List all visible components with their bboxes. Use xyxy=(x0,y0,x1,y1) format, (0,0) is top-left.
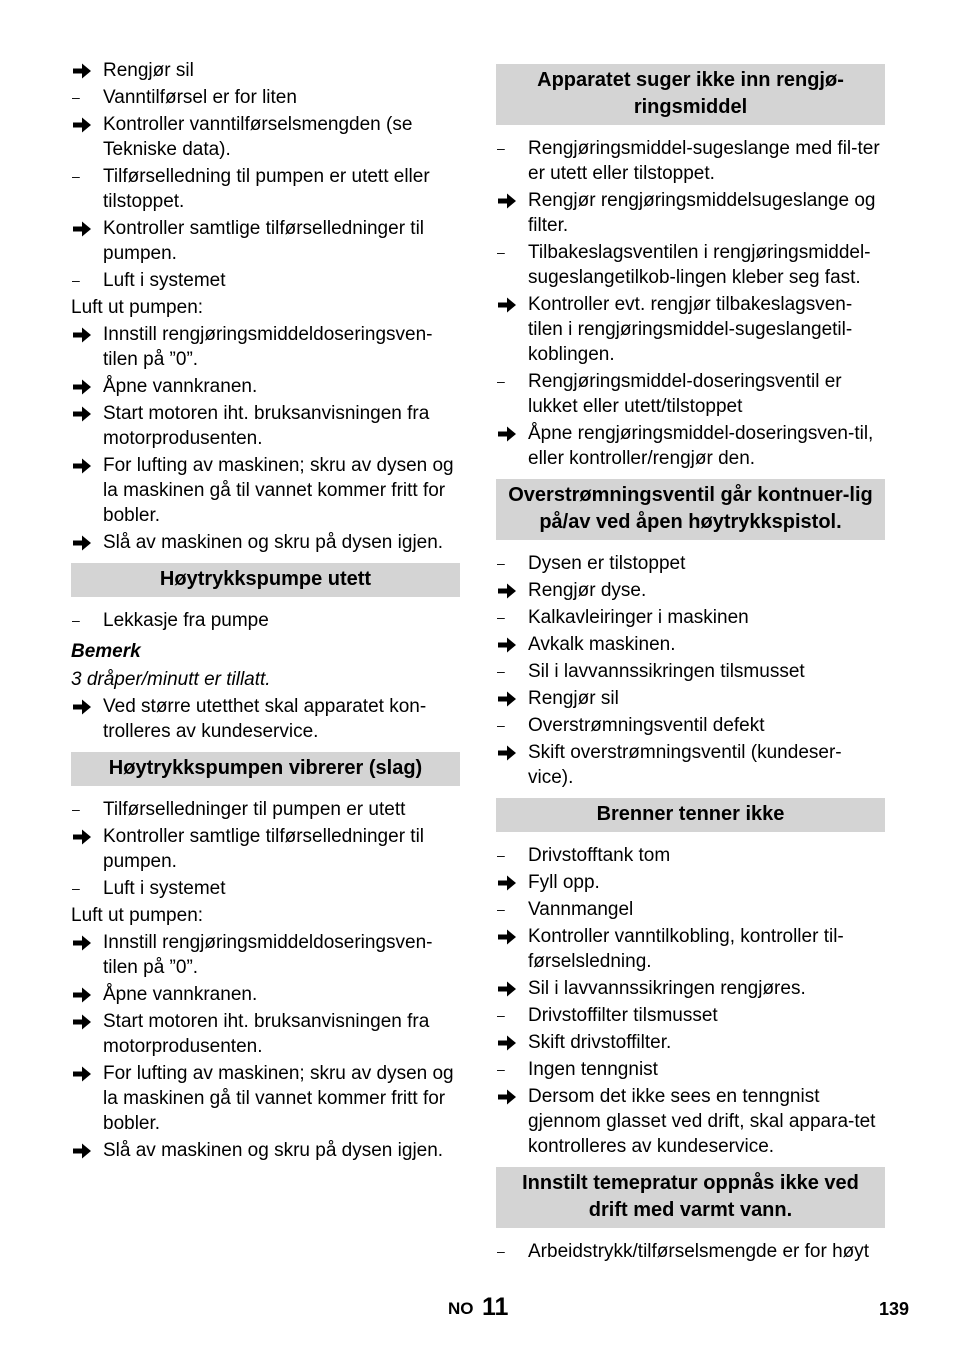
section-heading: Overstrømningsventil går kontnuer-lig på/av ved åpen høytrykkspistol. xyxy=(496,479,885,540)
item-text: Skift drivstoffilter. xyxy=(528,1032,672,1053)
item-text: Slå av maskinen og skru på dysen igjen. xyxy=(103,532,444,553)
item-text: Ved større utetthet skal apparatet kon-trolleres av kundeservice. xyxy=(103,696,427,742)
item-text: Overstrømningsventil defekt xyxy=(528,715,765,736)
item-text: Tilførselledning til pumpen er utett eller tilstoppet. xyxy=(103,166,430,212)
cause-item xyxy=(71,608,460,633)
dash-bullet-icon: – xyxy=(497,373,505,389)
dash-bullet-icon: – xyxy=(497,244,505,260)
action-item xyxy=(71,824,460,874)
dash-bullet-icon: – xyxy=(497,1061,505,1077)
item-text: Start motoren iht. bruksanvisningen fra motorprodusenten. xyxy=(103,403,430,449)
action-item xyxy=(71,453,460,528)
dash-bullet-icon: – xyxy=(72,89,80,105)
cause-item xyxy=(496,369,885,419)
item-text: Åpne vannkranen. xyxy=(103,376,258,397)
dash-bullet-icon: – xyxy=(497,1007,505,1023)
cause-item xyxy=(496,1239,885,1264)
item-text: Vannmangel xyxy=(528,899,634,920)
left-column xyxy=(71,58,460,1165)
dash-bullet-icon: – xyxy=(72,272,80,288)
action-item xyxy=(71,1061,460,1136)
action-item xyxy=(496,578,885,603)
footer-language: NO xyxy=(448,1299,474,1318)
action-item xyxy=(71,58,460,83)
item-text: Rengjøringsmiddel-sugeslange med fil-ter er utett eller tilstoppet. xyxy=(528,138,880,184)
item-text: Rengjør sil xyxy=(528,688,619,709)
action-item xyxy=(496,421,885,471)
section-heading: Høytrykkspumpen vibrerer (slag) xyxy=(71,752,460,786)
item-text: Kontroller samtlige tilførselledninger til pumpen. xyxy=(103,218,425,264)
item-text: For lufting av maskinen; skru av dysen og la maskinen gå til vannet kommer fritt for bobler. xyxy=(103,1063,454,1134)
item-text: Fyll opp. xyxy=(528,872,600,893)
section-heading: Høytrykkspumpe utett xyxy=(71,563,460,597)
footer-page-number: 139 xyxy=(879,1299,910,1319)
action-item xyxy=(71,982,460,1007)
dash-bullet-icon: – xyxy=(497,1243,505,1259)
item-text: Ingen tenngnist xyxy=(528,1059,658,1080)
body-text: Luft ut pumpen: xyxy=(71,905,204,926)
action-item xyxy=(496,632,885,657)
item-text: Kalkavleiringer i maskinen xyxy=(528,607,749,628)
note-text: 3 dråper/minutt er tillatt. xyxy=(71,669,271,690)
action-item xyxy=(71,1009,460,1059)
item-text: Luft i systemet xyxy=(103,878,226,899)
item-text: Start motoren iht. bruksanvisningen fra motorprodusenten. xyxy=(103,1011,430,1057)
item-text: Kontroller evt. rengjør tilbakeslagsven-tilen i rengjøringsmiddel-sugeslangetil-koblingen. xyxy=(528,294,853,365)
section-heading: Apparatet suger ikke inn rengjø-ringsmiddel xyxy=(496,64,885,125)
item-text: Tilbakeslagsventilen i rengjøringsmiddel-sugeslangetilkob-lingen kleber seg fast. xyxy=(528,242,871,288)
action-item xyxy=(496,686,885,711)
footer-section-page: 11 xyxy=(482,1293,509,1321)
item-text: Skift overstrømningsventil (kundeser-vice). xyxy=(528,742,842,788)
dash-bullet-icon: – xyxy=(497,717,505,733)
action-item xyxy=(496,976,885,1001)
item-text: Kontroller vanntilførselsmengden (se Tekniske data). xyxy=(103,114,413,160)
dash-bullet-icon: – xyxy=(72,880,80,896)
cause-item xyxy=(496,551,885,576)
item-text: Vanntilførsel er for liten xyxy=(103,87,297,108)
dash-bullet-icon: – xyxy=(497,901,505,917)
item-text: Rengjør rengjøringsmiddelsugeslange og filter. xyxy=(528,190,876,236)
action-item xyxy=(71,401,460,451)
item-text: Arbeidstrykk/tilførselsmengde er for høyt xyxy=(528,1241,870,1262)
cause-item xyxy=(71,85,460,110)
action-item xyxy=(71,694,460,744)
item-text: Kontroller samtlige tilførselledninger til pumpen. xyxy=(103,826,425,872)
item-text: Rengjør dyse. xyxy=(528,580,647,601)
cause-item xyxy=(496,136,885,186)
section-heading: Innstilt temepratur oppnås ikke ved drift med varmt vann. xyxy=(496,1167,885,1228)
action-item xyxy=(71,530,460,555)
item-text: Rengjøringsmiddel-doseringsventil er lukket eller utett/tilstoppet xyxy=(528,371,842,417)
cause-item xyxy=(496,843,885,868)
item-text: Drivstofftank tom xyxy=(528,845,671,866)
dash-bullet-icon: – xyxy=(72,612,80,628)
action-item xyxy=(496,292,885,367)
item-text: Slå av maskinen og skru på dysen igjen. xyxy=(103,1140,444,1161)
action-item xyxy=(71,216,460,266)
cause-item xyxy=(496,897,885,922)
cause-item xyxy=(496,240,885,290)
item-text: Innstill rengjøringsmiddeldoseringsven-tilen på ”0”. xyxy=(103,324,433,370)
action-item xyxy=(71,1138,460,1163)
cause-item xyxy=(496,1003,885,1028)
cause-item xyxy=(496,713,885,738)
item-text: Dysen er tilstoppet xyxy=(528,553,686,574)
note-title: Bemerk xyxy=(71,641,141,662)
cause-item xyxy=(496,659,885,684)
right-column xyxy=(496,58,885,1266)
dash-bullet-icon: – xyxy=(497,847,505,863)
body-text: Luft ut pumpen: xyxy=(71,297,204,318)
item-text: Tilførselledninger til pumpen er utett xyxy=(103,799,406,820)
cause-item xyxy=(496,1057,885,1082)
item-text: Sil i lavvannssikringen rengjøres. xyxy=(528,978,806,999)
section-heading: Brenner tenner ikke xyxy=(496,798,885,832)
action-item xyxy=(71,322,460,372)
item-text: Avkalk maskinen. xyxy=(528,634,676,655)
action-item xyxy=(496,740,885,790)
action-item xyxy=(71,930,460,980)
item-text: Rengjør sil xyxy=(103,60,194,81)
action-item xyxy=(496,870,885,895)
item-text: Åpne vannkranen. xyxy=(103,984,258,1005)
action-item xyxy=(496,1084,885,1159)
action-item xyxy=(496,188,885,238)
dash-bullet-icon: – xyxy=(72,168,80,184)
item-text: Luft i systemet xyxy=(103,270,226,291)
cause-item xyxy=(71,164,460,214)
cause-item xyxy=(496,605,885,630)
action-item xyxy=(71,374,460,399)
dash-bullet-icon: – xyxy=(72,801,80,817)
dash-bullet-icon: – xyxy=(497,140,505,156)
item-text: Sil i lavvannssikringen tilsmusset xyxy=(528,661,805,682)
dash-bullet-icon: – xyxy=(497,555,505,571)
item-text: Kontroller vanntilkobling, kontroller til-førselsledning. xyxy=(528,926,844,972)
action-item xyxy=(496,1030,885,1055)
cause-item xyxy=(71,797,460,822)
dash-bullet-icon: – xyxy=(497,663,505,679)
item-text: Åpne rengjøringsmiddel-doseringsven-til, eller kontroller/rengjør den. xyxy=(528,423,874,469)
cause-item xyxy=(71,876,460,901)
item-text: For lufting av maskinen; skru av dysen og la maskinen gå til vannet kommer fritt for bobler. xyxy=(103,455,454,526)
item-text: Lekkasje fra pumpe xyxy=(103,610,269,631)
dash-bullet-icon: – xyxy=(497,609,505,625)
action-item xyxy=(496,924,885,974)
item-text: Drivstoffilter tilsmusset xyxy=(528,1005,718,1026)
cause-item xyxy=(71,268,460,293)
item-text: Dersom det ikke sees en tenngnist gjennom glasset ved drift, skal appara-tet kontrolleres av kundeservice. xyxy=(528,1086,876,1157)
item-text: Innstill rengjøringsmiddeldoseringsven-tilen på ”0”. xyxy=(103,932,433,978)
action-item xyxy=(71,112,460,162)
